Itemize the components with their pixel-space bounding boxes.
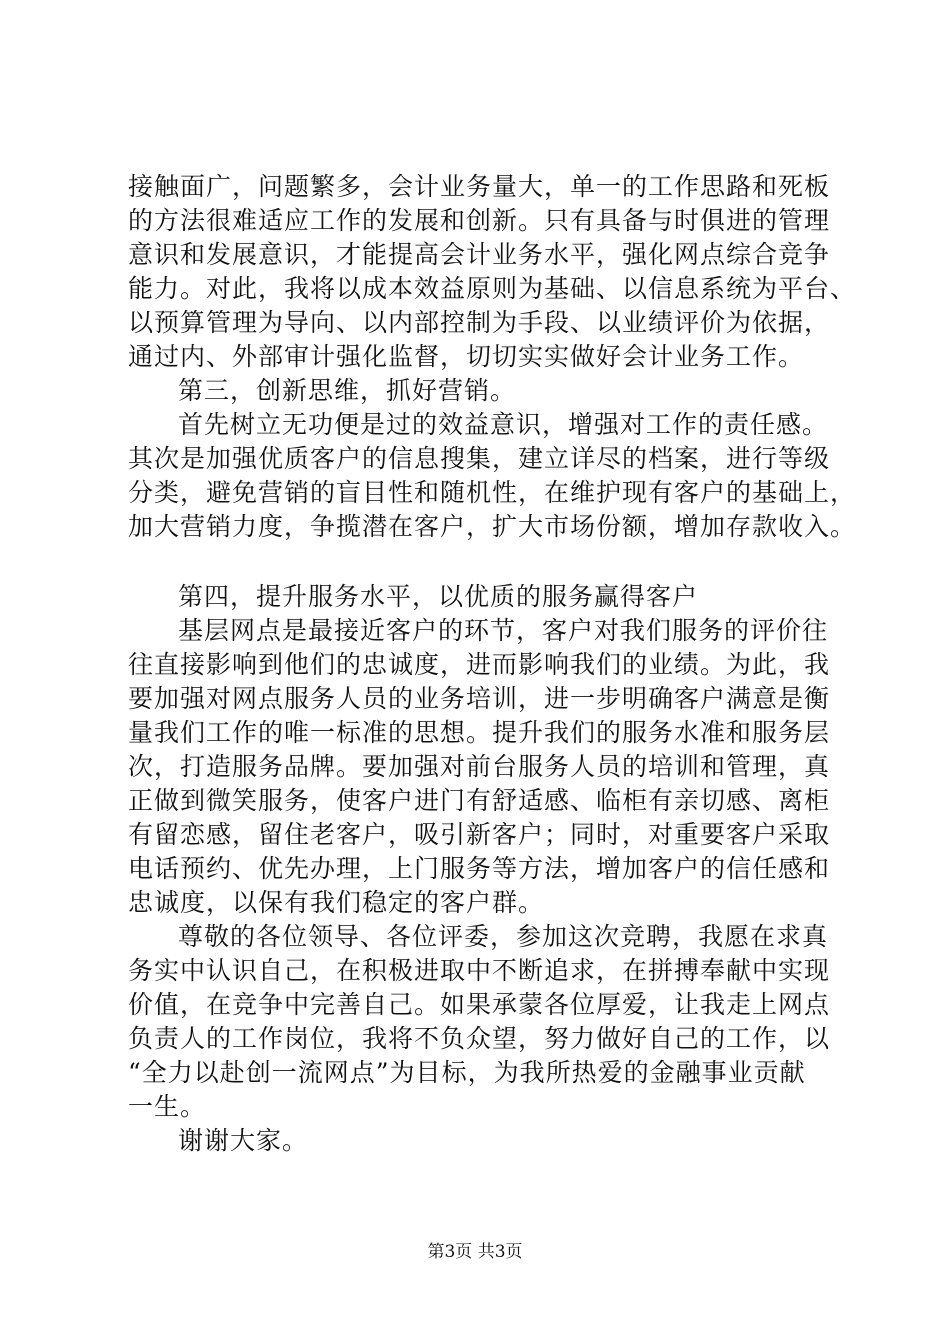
paragraph-line: 价值，在竞争中完善自己。如果承蒙各位厚爱，让我走上网点 (128, 990, 831, 1019)
paragraph-line: 次，打造服务品牌。要加强对前台服务人员的培训和管理，真 (128, 752, 831, 781)
paragraph-line: 一生。 (128, 1092, 207, 1121)
paragraph-line: 往直接影响到他们的忠诚度，进而影响我们的业绩。为此，我 (128, 650, 831, 679)
paragraph (128, 408, 857, 544)
paragraph-line: 基层网点是最接近客户的环节，客户对我们服务的评价往 (178, 616, 829, 645)
paragraph-line: 以预算管理为导向、以内部控制为手段、以业绩评价为依据， (128, 308, 831, 337)
paragraph-line: 要加强对网点服务人员的业务培训，进一步明确客户满意是衡 (128, 684, 831, 713)
paragraph-line: 接触面广，问题繁多，会计业务量大，单一的工作思路和死板 (128, 172, 831, 201)
paragraph-line: 第三，创新思维，抓好营销。 (178, 376, 517, 405)
paragraph (128, 920, 831, 1124)
paragraph-line: 分类，避免营销的盲目性和随机性，在维护现有客户的基础上， (128, 478, 857, 507)
paragraph-line: 的方法很难适应工作的发展和创新。只有具备与时俱进的管理 (128, 206, 831, 235)
paragraph-line: 其次是加强优质客户的信息搜集，建立详尽的档案，进行等级 (128, 444, 831, 473)
paragraph-line: 通过内、外部审计强化监督，切切实实做好会计业务工作。 (128, 342, 805, 371)
document-body (128, 170, 857, 1158)
paragraph-line: 加大营销力度，争揽潜在客户，扩大市场份额，增加存款收入。 (128, 512, 857, 541)
page-footer: 第3页 共3页 (427, 1242, 523, 1262)
paragraph-gap (128, 544, 828, 580)
paragraph (128, 1124, 828, 1158)
paragraph-line: 首先树立无功便是过的效益意识，增强对工作的责任感。 (178, 410, 829, 439)
paragraph-line: 尊敬的各位领导、各位评委，参加这次竞聘，我愿在求真 (178, 922, 829, 951)
paragraph-line: 有留恋感，留住老客户，吸引新客户；同时，对重要客户采取 (128, 820, 831, 849)
paragraph-line: 电话预约、优先办理，上门服务等方法，增加客户的信任感和 (128, 854, 831, 883)
paragraph-line: 第四，提升服务水平，以优质的服务赢得客户 (178, 582, 699, 611)
paragraph-line: 负责人的工作岗位，我将不负众望，努力做好自己的工作，以 (128, 1024, 831, 1053)
paragraph (128, 580, 828, 614)
paragraph (128, 374, 828, 408)
paragraph-line: 能力。对此，我将以成本效益原则为基础、以信息系统为平台、 (128, 274, 857, 303)
paragraph-line: 量我们工作的唯一标准的思想。提升我们的服务水准和服务层 (128, 718, 831, 747)
paragraph (128, 614, 831, 920)
paragraph-line: 谢谢大家。 (178, 1126, 309, 1155)
paragraph-line: “全力以赴创一流网点”为目标，为我所热爱的金融事业贡献 (128, 1058, 806, 1087)
paragraph (128, 170, 857, 374)
paragraph-line: 正做到微笑服务，使客户进门有舒适感、临柜有亲切感、离柜 (128, 786, 831, 815)
paragraph-line: 意识和发展意识，才能提高会计业务水平，强化网点综合竞争 (128, 240, 831, 269)
paragraph-line: 务实中认识自己，在积极进取中不断追求，在拼搏奉献中实现 (128, 956, 831, 985)
paragraph-line: 忠诚度，以保有我们稳定的客户群。 (128, 888, 545, 917)
